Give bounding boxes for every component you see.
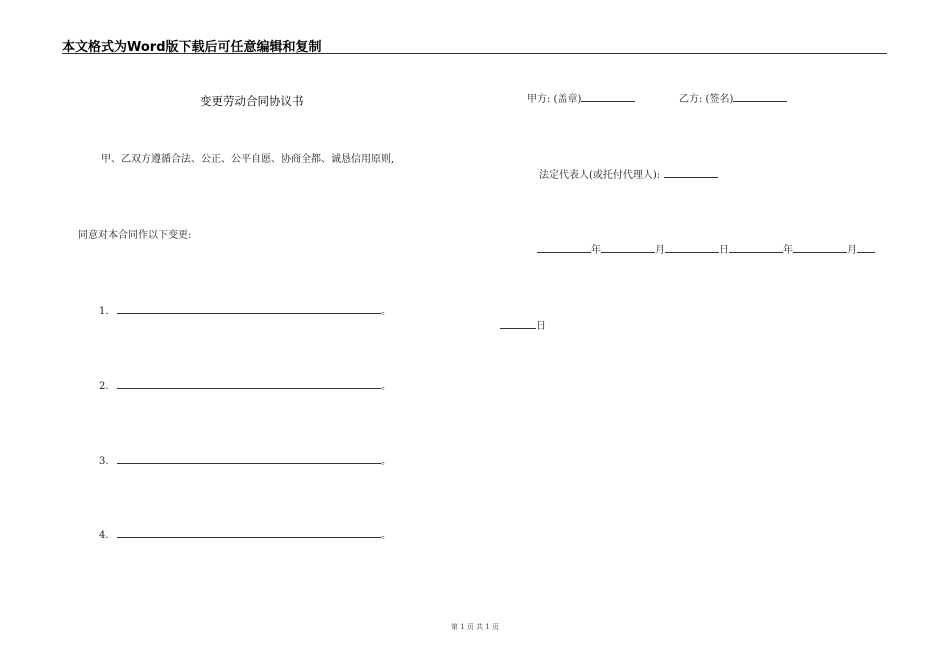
day-b-blank[interactable] <box>500 318 536 329</box>
item-end-mark: 。 <box>381 306 391 317</box>
party-a-label: 甲方: (盖章) <box>527 94 582 105</box>
agree-paragraph: 同意对本合同作以下变更: <box>78 230 192 241</box>
legal-rep-blank[interactable] <box>664 167 718 178</box>
item-number: 1. <box>99 306 109 317</box>
change-item <box>99 527 391 543</box>
item-number: 2. <box>99 381 109 392</box>
month-a-blank[interactable] <box>601 242 655 253</box>
item-end-mark: 。 <box>381 530 391 541</box>
legal-rep-line <box>539 167 718 183</box>
header-divider <box>62 53 887 54</box>
month-b-label: 月 <box>847 245 857 256</box>
day-a-label: 日 <box>719 245 729 256</box>
item-blank-line[interactable] <box>117 453 381 464</box>
day-b-line <box>500 318 546 334</box>
item-number: 3. <box>99 456 109 467</box>
party-b-blank[interactable] <box>733 91 787 102</box>
item-blank-line[interactable] <box>117 527 381 538</box>
party-b-line <box>679 91 787 107</box>
party-a-blank[interactable] <box>581 91 635 102</box>
month-a-label: 月 <box>655 245 665 256</box>
item-blank-line[interactable] <box>117 303 381 314</box>
year-a-label: 年 <box>591 245 601 256</box>
change-item <box>99 378 391 394</box>
intro-paragraph: 甲、乙双方遵循合法、公正、公平自愿、协商全都、诚恳信用原则, <box>101 154 395 165</box>
year-a-blank[interactable] <box>537 242 591 253</box>
change-item <box>99 453 391 469</box>
legal-rep-label: 法定代表人(或托付代理人): <box>539 170 661 181</box>
year-b-label: 年 <box>783 245 793 256</box>
document-header-title: 本文格式为Word版下载后可任意编辑和复制 <box>62 40 322 55</box>
item-blank-line[interactable] <box>117 378 381 389</box>
date-line <box>537 242 875 258</box>
month-b-blank[interactable] <box>793 242 847 253</box>
contract-title: 变更劳动合同协议书 <box>200 94 304 108</box>
party-b-label: 乙方: (签名) <box>679 94 734 105</box>
day-a-blank[interactable] <box>665 242 719 253</box>
day-b-label: 日 <box>536 321 546 332</box>
item-end-mark: 。 <box>381 456 391 467</box>
item-number: 4. <box>99 530 109 541</box>
day-b-blank-start[interactable] <box>857 242 875 253</box>
item-end-mark: 。 <box>381 381 391 392</box>
party-a-line <box>527 91 635 107</box>
page-footer: 第 1 页 共 1 页 <box>450 623 500 631</box>
change-item <box>99 303 391 319</box>
year-b-blank[interactable] <box>729 242 783 253</box>
